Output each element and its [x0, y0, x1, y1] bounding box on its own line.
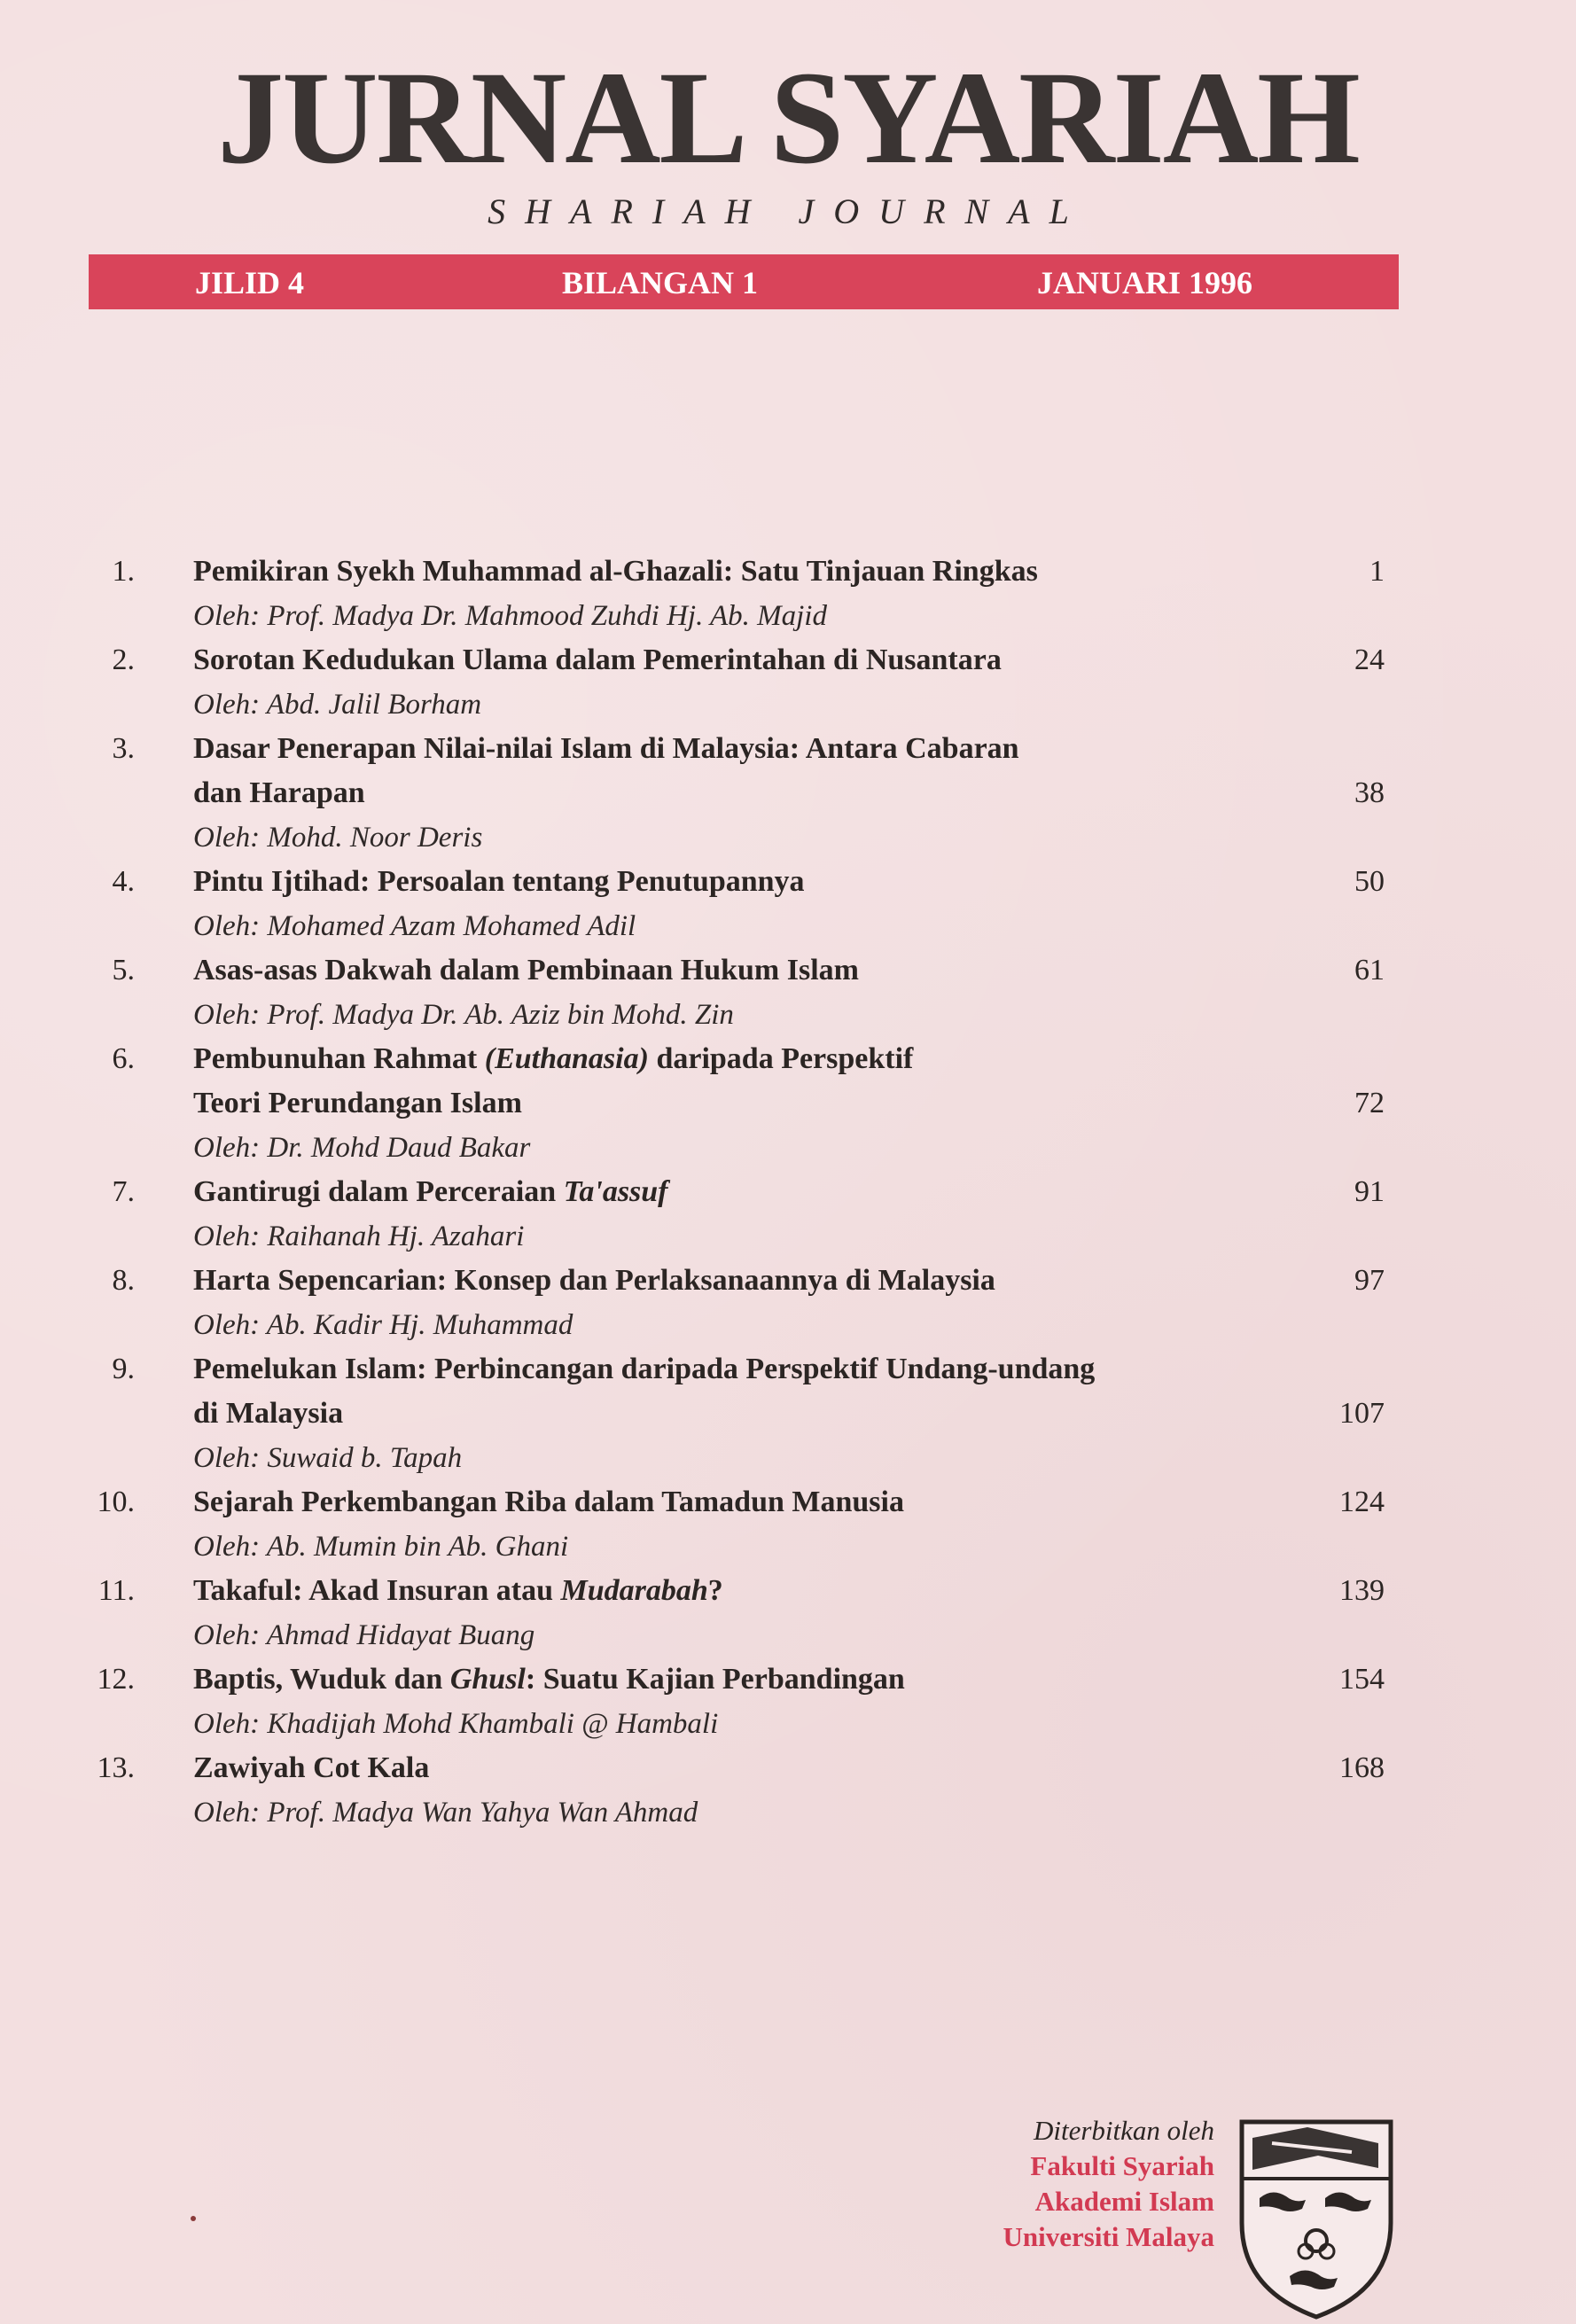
toc-entry-author: Oleh: Prof. Madya Dr. Mahmood Zuhdi Hj. Ab. Majid: [193, 600, 827, 632]
toc-entry-title: Pemikiran Syekh Muhammad al-Ghazali: Satu Tinjauan Ringkas: [193, 555, 1038, 588]
toc-entry-number: 9.: [112, 1353, 135, 1385]
issue-label: BILANGAN 1: [562, 265, 759, 300]
toc-entry-number: 7.: [112, 1175, 135, 1208]
toc-entry-number: 6.: [112, 1042, 135, 1075]
toc-entry-author: Oleh: Dr. Mohd Daud Bakar: [193, 1132, 531, 1164]
toc-entry-page: 24: [1354, 643, 1385, 676]
toc-entry-title: Zawiyah Cot Kala: [193, 1751, 430, 1784]
publisher-faculty: Fakulti Syariah: [1030, 2150, 1214, 2181]
toc-entry-page: 38: [1354, 776, 1385, 809]
toc-entry-author: Oleh: Ab. Mumin bin Ab. Ghani: [193, 1531, 569, 1563]
journal-subtitle: SHARIAH JOURNAL: [488, 191, 1088, 231]
toc-entry-number: 11.: [98, 1574, 135, 1607]
toc-entry-author: Oleh: Khadijah Mohd Khambali @ Hambali: [193, 1708, 719, 1740]
university-crest-icon: [1237, 2117, 1396, 2320]
toc-entry-author: Oleh: Prof. Madya Wan Yahya Wan Ahmad: [193, 1797, 698, 1829]
toc-entry-title: Baptis, Wuduk dan Ghusl: Suatu Kajian Perbandingan: [193, 1663, 905, 1696]
toc-entry-title: Teori Perundangan Islam: [193, 1087, 522, 1119]
toc-entry-page: 1: [1369, 555, 1385, 588]
issue-band: [89, 254, 1399, 309]
toc-entry-number: 12.: [97, 1663, 135, 1696]
publisher-academy: Akademi Islam: [1034, 2186, 1214, 2217]
toc-entry-title: Pintu Ijtihad: Persoalan tentang Penutupannya: [193, 865, 805, 898]
toc-entry-page: 107: [1339, 1397, 1385, 1430]
toc-entry-number: 1.: [112, 555, 135, 588]
toc-entry-title: di Malaysia: [193, 1397, 344, 1430]
toc-entry-number: 10.: [97, 1486, 135, 1518]
toc-entry-title: dan Harapan: [193, 776, 365, 809]
toc-entry-title: Sejarah Perkembangan Riba dalam Tamadun Manusia: [193, 1486, 904, 1518]
toc-entry-page: 168: [1339, 1751, 1385, 1784]
toc-entry-author: Oleh: Ahmad Hidayat Buang: [193, 1619, 535, 1651]
toc-entry-title: Pembunuhan Rahmat (Euthanasia) daripada Perspektif: [193, 1042, 914, 1075]
toc-entry-title: Gantirugi dalam Perceraian Ta'assuf: [193, 1175, 668, 1208]
toc-entry-title: Harta Sepencarian: Konsep dan Perlaksanaannya di Malaysia: [193, 1264, 995, 1297]
toc-entry-number: 4.: [112, 865, 135, 898]
toc-entry-page: 139: [1339, 1574, 1385, 1607]
toc-entry-page: 61: [1354, 954, 1385, 987]
volume-label: JILID 4: [195, 265, 305, 300]
toc-entry-author: Oleh: Prof. Madya Dr. Ab. Aziz bin Mohd. Zin: [193, 999, 734, 1031]
publisher-lead: Diterbitkan oleh: [1033, 2115, 1214, 2146]
toc-entry-author: Oleh: Ab. Kadir Hj. Muhammad: [193, 1309, 573, 1341]
toc-entry-title: Pemelukan Islam: Perbincangan daripada Perspektif Undang-undang: [193, 1353, 1096, 1385]
toc-entry-title: Sorotan Kedudukan Ulama dalam Pemerintahan di Nusantara: [193, 643, 1002, 676]
toc-entry-page: 124: [1339, 1486, 1385, 1518]
date-label: JANUARI 1996: [1037, 265, 1252, 300]
toc-entry-title: Takaful: Akad Insuran atau Mudarabah?: [193, 1574, 723, 1607]
toc-entry-author: Oleh: Mohd. Noor Deris: [193, 822, 483, 854]
toc-entry-author: Oleh: Mohamed Azam Mohamed Adil: [193, 910, 636, 942]
toc-entry-page: 97: [1354, 1264, 1385, 1297]
toc-entry-title: Dasar Penerapan Nilai-nilai Islam di Malaysia: Antara Cabaran: [193, 732, 1019, 765]
publisher-block: [886, 2113, 1214, 2255]
toc-entry-number: 3.: [112, 732, 135, 765]
journal-title: JURNAL SYARIAH: [217, 44, 1359, 191]
toc-entry-author: Oleh: Abd. Jalil Borham: [193, 689, 482, 721]
toc-entry-number: 2.: [112, 643, 135, 676]
toc-entry-author: Oleh: Raihanah Hj. Azahari: [193, 1220, 525, 1252]
paper-speck: [191, 2216, 196, 2221]
toc-entry-page: 72: [1354, 1087, 1385, 1119]
toc-entry-number: 13.: [97, 1751, 135, 1784]
toc-entry-author: Oleh: Suwaid b. Tapah: [193, 1442, 463, 1474]
toc-entry-page: 154: [1339, 1663, 1385, 1696]
toc-entry-title: Asas-asas Dakwah dalam Pembinaan Hukum Islam: [193, 954, 859, 987]
toc-entry-number: 8.: [112, 1264, 135, 1297]
toc-entry-page: 91: [1354, 1175, 1385, 1208]
toc-entry-page: 50: [1354, 865, 1385, 898]
publisher-university: Universiti Malaya: [1003, 2221, 1214, 2252]
toc-entry-number: 5.: [112, 954, 135, 987]
